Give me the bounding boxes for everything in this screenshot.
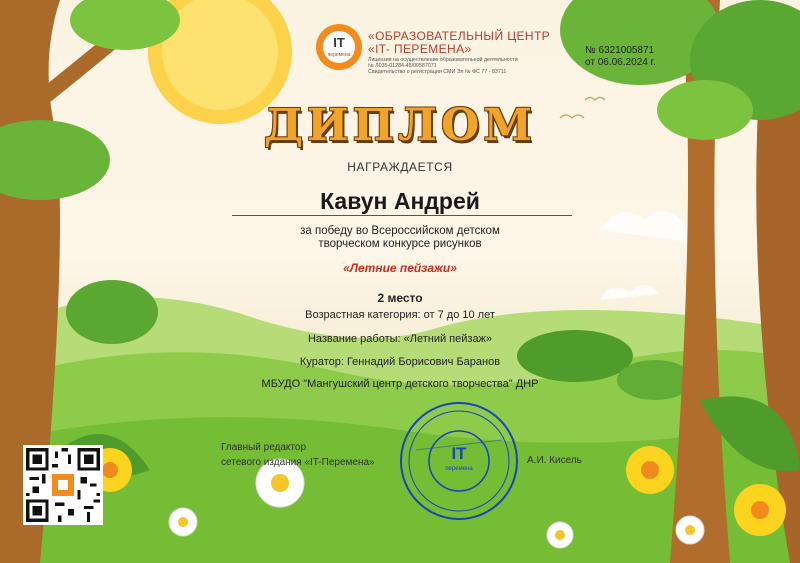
name-underline <box>232 215 572 216</box>
work-title: Название работы: «Летний пейзаж» <box>307 333 493 345</box>
organization-name-line1: «ОБРАЗОВАТЕЛЬНЫЙ ЦЕНТР <box>368 29 551 43</box>
license-number: № Л035-01284-45/00587071 <box>368 63 437 69</box>
yellow-flower <box>734 484 786 536</box>
organization-name-line2: «IT- ПЕРЕМЕНА» <box>368 42 472 56</box>
awarded-label: НАГРАЖДАЕТСЯ <box>347 160 453 174</box>
logo-text: IT <box>333 35 345 50</box>
editor-line1: Главный редактор <box>221 442 307 453</box>
stamp-subtext: перемена <box>445 466 473 472</box>
award-reason-line2: творческом конкурсе рисунков <box>318 238 482 250</box>
contest-name: «Летние пейзажи» <box>343 261 457 275</box>
certificate-date: от 06.06.2024 г. <box>585 57 656 68</box>
signature-name: А.И. Кисель <box>527 455 582 466</box>
organization-logo <box>316 24 362 70</box>
official-stamp <box>398 400 520 522</box>
editor-line2: сетевого издания «IT-Перемена» <box>221 457 375 468</box>
diploma-title: ДИПЛОМ <box>263 100 537 151</box>
award-reason-line1: за победу во Всероссийском детском <box>300 225 500 237</box>
curator: Куратор: Геннадий Борисович Баранов <box>299 356 501 368</box>
white-flower <box>169 508 197 536</box>
license-text: Лицензия на осуществление образовательной деятельности <box>368 57 518 63</box>
yellow-flower <box>626 446 674 494</box>
editor-caption <box>221 440 375 470</box>
registration-text: Свидетельство о регистрации СМИ Эл № ФС 77 - 83711 <box>368 69 507 75</box>
recipient-name: Кавун Андрей <box>320 188 480 214</box>
age-category: Возрастная категория: от 7 до 10 лет <box>305 309 495 321</box>
institution: МБУДО "Мангушский центр детского творчества" ДНР <box>261 378 539 390</box>
place: 2 место <box>377 291 423 305</box>
award-reason <box>0 225 800 251</box>
white-flower <box>547 522 573 548</box>
organization-name <box>368 30 550 56</box>
certificate-number: № 6321005871 <box>585 45 655 56</box>
qr-code <box>23 445 103 525</box>
logo-subtext: перемена <box>327 52 351 58</box>
white-flower <box>676 516 704 544</box>
stamp-text: IT <box>451 444 467 463</box>
